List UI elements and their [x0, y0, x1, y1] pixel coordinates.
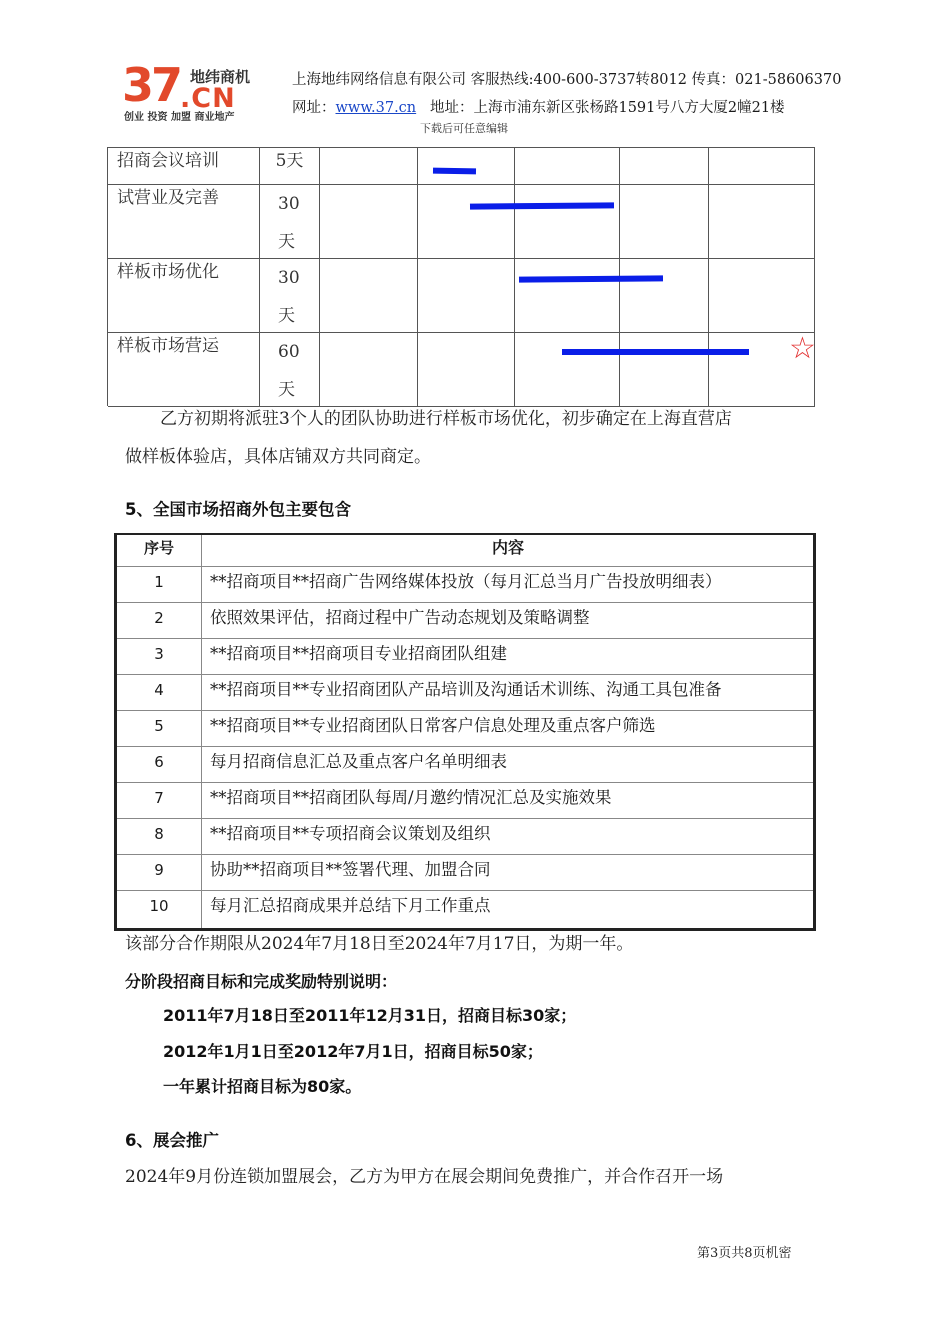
- company-address: 地址：上海市浦东新区张杨路1591号八方大厦2幢21楼: [429, 100, 785, 116]
- table-row: [117, 819, 813, 855]
- gantt-bar-trial-operation: [470, 202, 614, 209]
- company-info-line: 上海地纬网络信息有限公司 客服热线:400-600-3737转8012 传真：021-58606370: [292, 72, 842, 88]
- row-num: 9: [154, 861, 164, 879]
- table-row: [117, 747, 813, 783]
- gantt-bar-sample-optimization: [519, 275, 663, 282]
- gantt-days-cell: 5天: [260, 148, 320, 185]
- gantt-period-cell: [320, 185, 418, 259]
- table-row: [117, 891, 813, 928]
- row-num: 10: [149, 897, 169, 915]
- table-row: [117, 855, 813, 891]
- header-content: 内容: [492, 538, 525, 557]
- table-header-row: [117, 535, 813, 567]
- target-line: 一年累计招商目标为80家。: [163, 1077, 362, 1096]
- row-content: **招商项目**招商广告网络媒体投放（每月汇总当月广告投放明细表）: [210, 572, 722, 591]
- gantt-period-cell: [515, 185, 620, 259]
- website-address-line: [292, 98, 785, 118]
- table-row: [117, 639, 813, 675]
- table-row: [117, 711, 813, 747]
- row-content: **招商项目**专项招商会议策划及组织: [210, 824, 491, 843]
- gantt-period-cell: [709, 148, 815, 185]
- gantt-days-cell: 30天: [260, 259, 320, 333]
- row-content: 协助**招商项目**签署代理、加盟合同: [210, 860, 491, 879]
- section-6-title: 6、展会推广: [125, 1131, 219, 1150]
- paragraph-line: 乙方初期将派驻3个人的团队协助进行样板市场优化，初步确定在上海直营店: [160, 409, 732, 429]
- logo-domain: .CN: [180, 83, 236, 114]
- gantt-period-cell: [515, 333, 620, 407]
- gantt-period-cell: [515, 148, 620, 185]
- row-num: 1: [154, 573, 164, 591]
- content-table: [114, 533, 816, 931]
- term-text: 该部分合作期限从2024年7月18日至2024年7月17日，为期一年。: [125, 934, 634, 954]
- gantt-period-cell: [709, 259, 815, 333]
- column-divider: [201, 891, 202, 928]
- column-divider: [201, 819, 202, 854]
- paragraph-line: 做样板体验店，具体店铺双方共同商定。: [125, 447, 431, 467]
- gantt-period-cell: [320, 259, 418, 333]
- gantt-period-cell: [620, 148, 709, 185]
- column-divider: [201, 711, 202, 746]
- section-5-title: 5、全国市场招商外包主要包含: [125, 500, 351, 519]
- gantt-period-cell: [620, 185, 709, 259]
- gantt-task-cell: 招商会议培训: [108, 148, 260, 185]
- incentive-title: 分阶段招商目标和完成奖励特别说明：: [125, 972, 398, 991]
- gantt-table: [107, 147, 815, 406]
- gantt-period-cell: [515, 259, 620, 333]
- row-content: 每月汇总招商成果并总结下月工作重点: [210, 896, 491, 915]
- gantt-days-cell: 60天: [260, 333, 320, 407]
- row-content: **招商项目**招商项目专业招商团队组建: [210, 644, 507, 663]
- table-row: [117, 675, 813, 711]
- logo-number: 37: [122, 58, 181, 112]
- gantt-task-cell: 试营业及完善: [108, 185, 260, 259]
- gantt-task-cell: 样板市场优化: [108, 259, 260, 333]
- column-divider: [201, 639, 202, 674]
- column-divider: [201, 567, 202, 602]
- row-content: 依照效果评估，招商过程中广告动态规划及策略调整: [210, 608, 590, 627]
- website-link[interactable]: www.37.cn: [335, 100, 417, 116]
- gantt-period-cell: [320, 333, 418, 407]
- gantt-period-cell: [418, 185, 515, 259]
- section-6-text: 2024年9月份连锁加盟展会，乙方为甲方在展会期间免费推广，并合作召开一场: [125, 1167, 724, 1187]
- row-content: **招商项目**专业招商团队日常客户信息处理及重点客户筛选: [210, 716, 656, 735]
- page-footer: 第3页共8页机密: [697, 1246, 792, 1261]
- row-num: 5: [154, 717, 164, 735]
- edit-note: 下载后可任意编辑: [420, 122, 508, 135]
- row-num: 4: [154, 681, 164, 699]
- row-num: 3: [154, 645, 164, 663]
- logo-name: 地纬商机: [190, 68, 251, 86]
- gantt-period-cell: [418, 333, 515, 407]
- row-content: 每月招商信息汇总及重点客户名单明细表: [210, 752, 507, 771]
- gantt-task-cell: 样板市场营运: [108, 333, 260, 407]
- row-num: 6: [154, 753, 164, 771]
- logo-slogan: 创业 投资 加盟 商业地产: [124, 112, 235, 123]
- row-num: 7: [154, 789, 164, 807]
- table-row: [117, 783, 813, 819]
- table-row: [117, 603, 813, 639]
- column-divider: [201, 747, 202, 782]
- gantt-period-cell: [418, 148, 515, 185]
- gantt-period-cell: [620, 333, 709, 407]
- column-divider: [201, 783, 202, 818]
- row-content: **招商项目**专业招商团队产品培训及沟通话术训练、沟通工具包准备: [210, 680, 722, 699]
- gantt-period-cell: [709, 185, 815, 259]
- gantt-period-cell: [320, 148, 418, 185]
- gantt-bar-sample-operation: [562, 349, 749, 355]
- column-divider: [201, 855, 202, 890]
- column-divider: [201, 675, 202, 710]
- gantt-days-cell: 30天: [260, 185, 320, 259]
- table-row: [117, 567, 813, 603]
- target-line: 2012年1月1日至2012年7月1日，招商目标50家；: [163, 1042, 543, 1061]
- row-content: **招商项目**招商团队每周/月邀约情况汇总及实施效果: [210, 788, 612, 807]
- column-divider: [201, 535, 202, 566]
- header-num: 序号: [143, 539, 174, 557]
- star-icon: ☆: [789, 331, 816, 366]
- gantt-period-cell: [418, 259, 515, 333]
- gantt-period-cell: [620, 259, 709, 333]
- target-line: 2011年7月18日至2011年12月31日，招商目标30家；: [163, 1006, 577, 1025]
- website-label: 网址：: [292, 100, 336, 116]
- column-divider: [201, 603, 202, 638]
- gantt-bar-meeting-training: [433, 168, 476, 175]
- row-num: 8: [154, 825, 164, 843]
- row-num: 2: [154, 609, 164, 627]
